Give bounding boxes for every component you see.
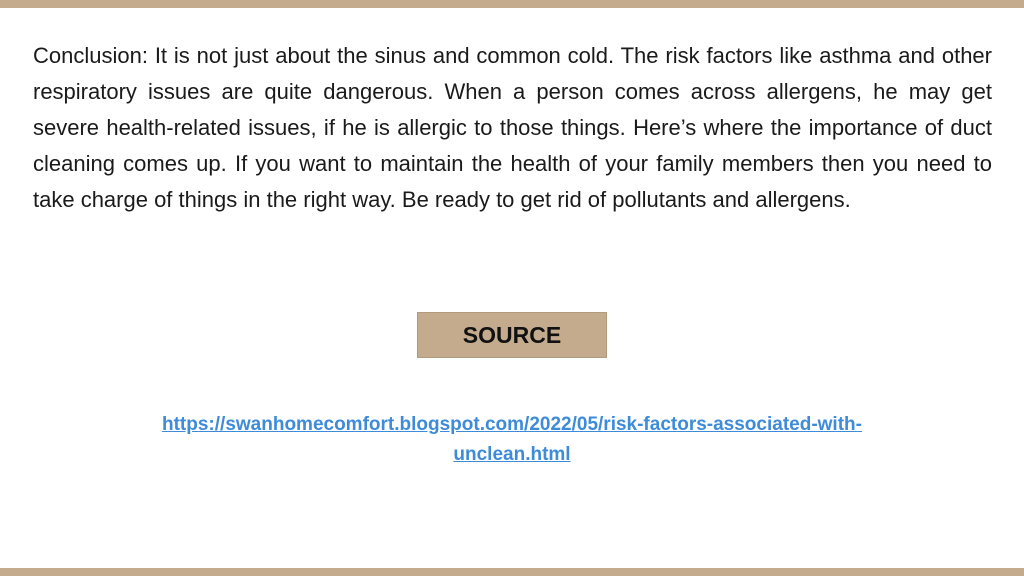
- bottom-accent-bar: [0, 568, 1024, 576]
- source-link-line-1: https://swanhomecomfort.blogspot.com/2022/05/risk-factors-associated-with-: [162, 414, 862, 435]
- top-accent-bar: [0, 0, 1024, 8]
- source-label-text: SOURCE: [462, 321, 562, 348]
- source-link-line-2: unclean.html: [453, 444, 571, 465]
- source-link[interactable]: [60, 410, 964, 470]
- conclusion-paragraph: Conclusion: It is not just about the sinus and common cold. The risk factors like asthma and other respiratory issues are quite dangerous. When a person comes across allergens, he may get severe health-related issues, if he is allergic to those things. Here’s where the importance of duct cleaning comes up. If you want to maintain the health of your family members then you need to take charge of things in the right way. Be ready to get rid of pollutants and allergens.: [33, 43, 992, 212]
- source-label: [417, 312, 607, 358]
